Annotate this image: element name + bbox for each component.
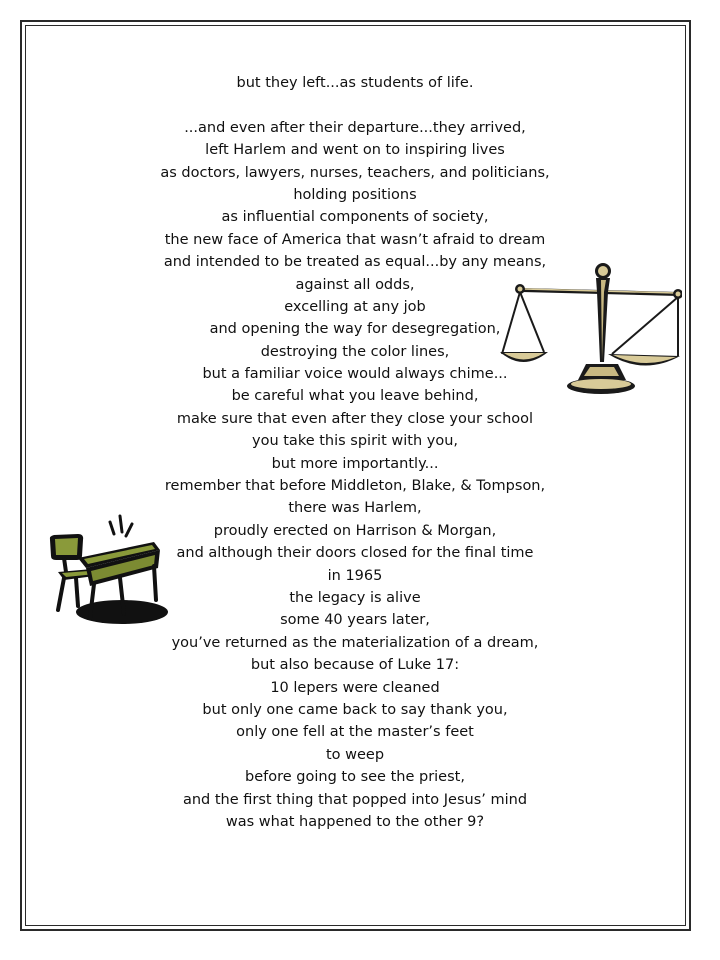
poem-line: proudly erected on Harrison & Morgan,	[213, 522, 497, 539]
poem-text	[130, 72, 580, 833]
poem-line: in 1965	[327, 567, 383, 584]
poem-line: and although their doors closed for the final time	[176, 545, 534, 562]
poem-line: only one fell at the master’s feet	[236, 724, 474, 741]
poem-line: you’ve returned as the materialization of a dream,	[171, 634, 539, 651]
poem-line: remember that before Middleton, Blake, & Tompson,	[164, 478, 546, 495]
poem-line: before going to see the priest,	[245, 769, 465, 786]
poem-line: and the first thing that popped into Jesus’ mind	[182, 791, 528, 808]
poem-line	[130, 94, 580, 116]
poem-line: was what happened to the other 9?	[225, 813, 485, 830]
poem-line: but more importantly...	[271, 455, 439, 472]
poem-line: make sure that even after they close your school	[176, 410, 534, 427]
poem-line: the legacy is alive	[289, 589, 421, 606]
poem-line: destroying the color lines,	[260, 343, 450, 360]
poem-line: as influential components of society,	[221, 209, 489, 226]
poem-line: you take this spirit with you,	[252, 433, 458, 450]
poem-line: some 40 years later,	[280, 612, 430, 629]
poem-line: left Harlem and went on to inspiring lives	[205, 142, 505, 159]
poem-line: to weep	[325, 746, 385, 763]
poem-line: against all odds,	[295, 276, 415, 293]
poem-line: holding positions	[293, 186, 417, 203]
scales-of-justice-icon	[500, 262, 682, 402]
poem-line: be careful what you leave behind,	[231, 388, 479, 405]
poem-line: but also because of Luke 17:	[250, 657, 460, 674]
poem-line: and intended to be treated as equal...by any means,	[163, 254, 547, 271]
poem-line: ...and even after their departure...they arrived,	[184, 119, 526, 136]
poem-line: the new face of America that wasn’t afraid to dream	[164, 231, 546, 248]
school-desk-icon	[44, 514, 170, 628]
poem-line: but they left...as students of life.	[236, 75, 474, 91]
poem-line: but a familiar voice would always chime...	[202, 366, 508, 383]
poem-line: but only one came back to say thank you,	[202, 701, 508, 718]
poem-line: there was Harlem,	[288, 500, 422, 517]
poem-line: 10 lepers were cleaned	[270, 679, 440, 696]
poem-line: and opening the way for desegregation,	[209, 321, 501, 338]
poem-line: as doctors, lawyers, nurses, teachers, and politicians,	[160, 164, 550, 181]
poem-line: excelling at any job	[284, 298, 426, 315]
